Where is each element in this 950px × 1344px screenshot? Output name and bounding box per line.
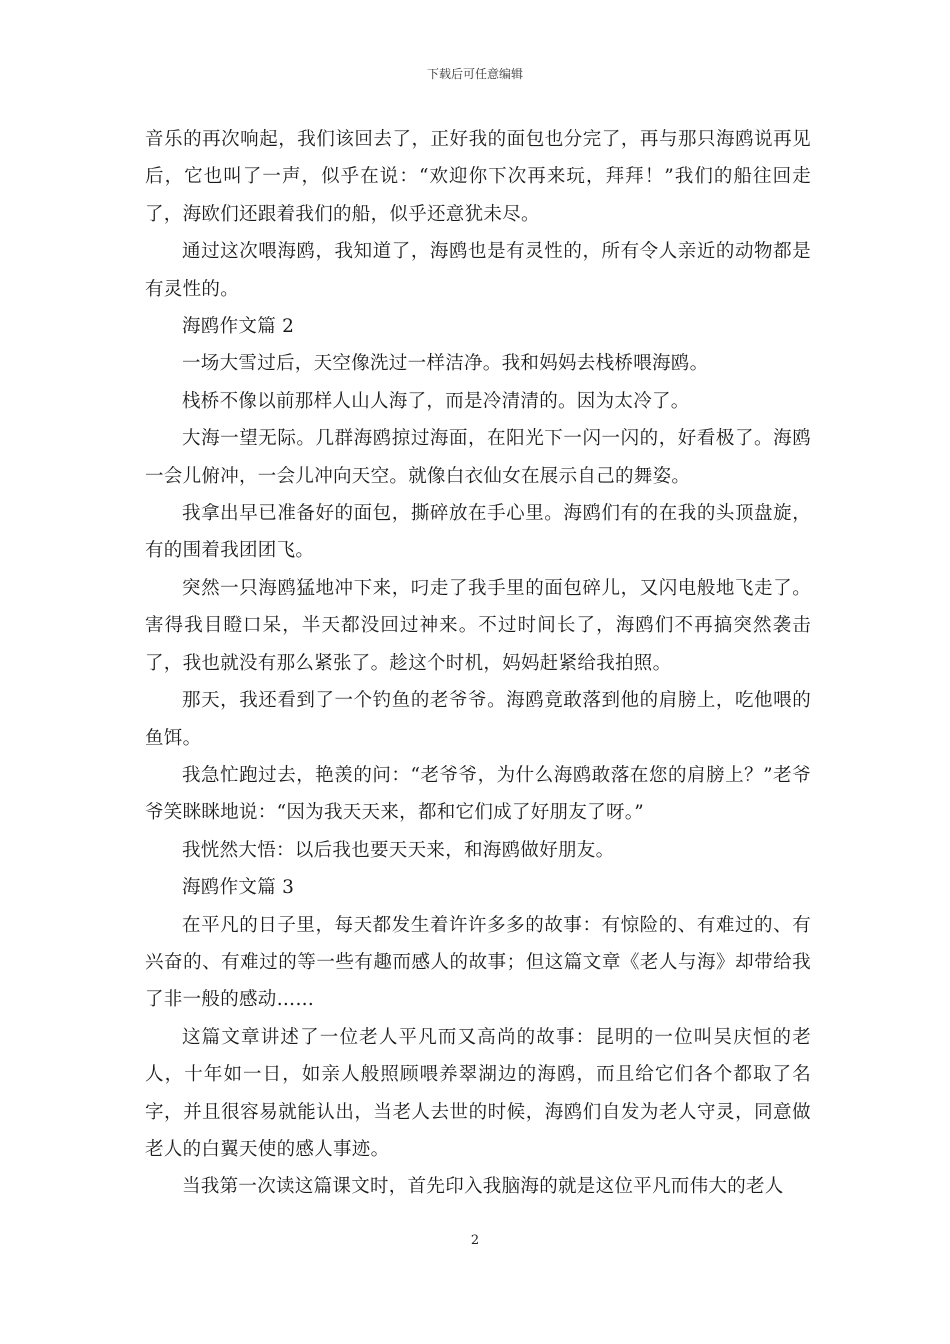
section-heading: 海鸥作文篇 3	[182, 877, 295, 899]
paragraph: 栈桥不像以前那样人山人海了，而是冷清清的。因为太冷了。	[182, 390, 690, 412]
page-header: 下载后可任意编辑	[426, 67, 523, 81]
paragraph: 当我第一次读这篇课文时，首先印入我脑海的就是这位平凡而伟大的老人	[182, 1176, 784, 1198]
paragraph: 我拿出早已准备好的面包，撕碎放在手心里。海鸥们有的在我的头顶盘旋，有的围着我团团飞。	[145, 503, 811, 562]
paragraph: 通过这次喂海鸥，我知道了，海鸥也是有灵性的，所有令人亲近的动物都是有灵性的。	[145, 241, 811, 300]
paragraph: 我急忙跑过去，艳羡的问：“老爷爷，为什么海鸥敢落在您的肩膀上？”老爷爷笑眯眯地说：“因为我天天来，都和它们成了好朋友了呀。”	[145, 764, 811, 824]
page-number: 2	[470, 1233, 480, 1248]
section-heading: 海鸥作文篇 2	[182, 316, 295, 338]
paragraph: 大海一望无际。几群海鸥掠过海面，在阳光下一闪一闪的，好看极了。海鸥一会儿俯冲，一会儿冲向天空。就像白衣仙女在展示自己的舞姿。	[145, 428, 811, 487]
paragraph: 一场大雪过后，天空像洗过一样洁净。我和妈妈去栈桥喂海鸥。	[182, 353, 709, 375]
paragraph: 在平凡的日子里，每天都发生着许许多多的故事：有惊险的、有难过的、有兴奋的、有难过的等一些有趣而感人的故事；但这篇文章《老人与海》却带给我了非一般的感动……	[145, 914, 811, 1011]
document-body	[145, 121, 811, 1206]
paragraph: 那天，我还看到了一个钓鱼的老爷爷。海鸥竟敢落到他的肩膀上，吃他喂的鱼饵。	[145, 690, 811, 749]
paragraph: 这篇文章讲述了一位老人平凡而又高尚的故事：昆明的一位叫吴庆恒的老人，十年如一日，如亲人般照顾喂养翠湖边的海鸥，而且给它们各个都取了名字，并且很容易就能认出，当老人去世的时候，海鸥们自发为老人守灵，同意做老人的白翼天使的感人事迹。	[145, 1026, 811, 1160]
paragraph: 突然一只海鸥猛地冲下来，叼走了我手里的面包碎儿，又闪电般地飞走了。害得我目瞪口呆，半天都没回过神来。不过时间长了，海鸥们不再搞突然袭击了，我也就没有那么紧张了。趁这个时机，妈妈赶紧给我拍照。	[145, 577, 811, 674]
paragraph: 音乐的再次响起，我们该回去了，正好我的面包也分完了，再与那只海鸥说再见后，它也叫了一声，似乎在说：“欢迎你下次再来玩，拜拜！”我们的船往回走了，海欧们还跟着我们的船，似乎还意犹未尽。	[145, 129, 811, 225]
paragraph: 我恍然大悟：以后我也要天天来，和海鸥做好朋友。	[182, 839, 615, 861]
